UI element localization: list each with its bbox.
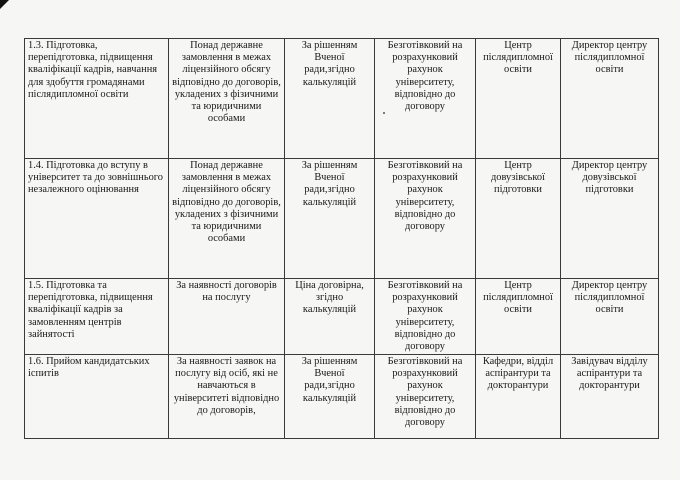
table-row <box>25 355 659 439</box>
page-corner-mark <box>0 0 9 9</box>
service-price-cell: Ціна договірна, згідно калькуляцій <box>285 279 375 355</box>
service-volume-cell: За наявності заявок на послугу від осіб, які не навчаються в університеті відповідно до договорів, <box>169 355 285 439</box>
service-volume-cell: Понад державне замовлення в межах ліцензійного обсягу відповідно до договорів, укладених з фізичними та юридичними особами <box>169 159 285 279</box>
executor-cell: Центр післядипломної освіти <box>476 279 561 355</box>
responsible-person-cell: Директор центру післядипломної освіти <box>561 39 659 159</box>
executor-cell: Центр післядипломної освіти <box>476 39 561 159</box>
service-name-cell: 1.5. Підготовка та перепідготовка, підвищення кваліфікації кадрів за замовленням центрів зайнятості <box>25 279 169 355</box>
executor-cell: Центр довузівської підготовки <box>476 159 561 279</box>
table-row <box>25 279 659 355</box>
table-row <box>25 159 659 279</box>
payment-method-cell: Безготівковий на розрахунковий рахунок університету, відповідно до договору <box>375 355 476 439</box>
responsible-person-cell: Завідувач відділу аспірантури та докторантури <box>561 355 659 439</box>
service-price-cell: За рішенням Вченої ради,згідно калькуляцій <box>285 355 375 439</box>
payment-method-cell: Безготівковий на розрахунковий рахунок університету, відповідно до договору <box>375 159 476 279</box>
service-name-cell: 1.4. Підготовка до вступу в університет та до зовнішнього незалежного оцінювання <box>25 159 169 279</box>
service-price-cell: За рішенням Вченої ради,згідно калькуляцій <box>285 159 375 279</box>
service-volume-cell: За наявності договорів на послугу <box>169 279 285 355</box>
payment-method-cell: Безготівковий на розрахунковий рахунок університету, відповідно до договору <box>375 39 476 159</box>
services-table <box>24 38 659 439</box>
executor-cell: Кафедри, відділ аспірантури та докторантури <box>476 355 561 439</box>
service-name-cell: 1.6. Прийом кандидатських іспитів <box>25 355 169 439</box>
payment-method-cell: Безготівковий на розрахунковий рахунок університету, відповідно до договору <box>375 279 476 355</box>
table-row <box>25 39 659 159</box>
service-price-cell: За рішенням Вченої ради,згідно калькуляцій <box>285 39 375 159</box>
responsible-person-cell: Директор центру довузівської підготовки <box>561 159 659 279</box>
service-volume-cell: Понад державне замовлення в межах ліцензійного обсягу відповідно до договорів, укладених з фізичними та юридичними особами <box>169 39 285 159</box>
responsible-person-cell: Директор центру післядипломної освіти <box>561 279 659 355</box>
service-name-cell: 1.3. Підготовка, перепідготовка, підвищення кваліфікації кадрів, навчання для здобуття громадянами післядипломної освіти <box>25 39 169 159</box>
